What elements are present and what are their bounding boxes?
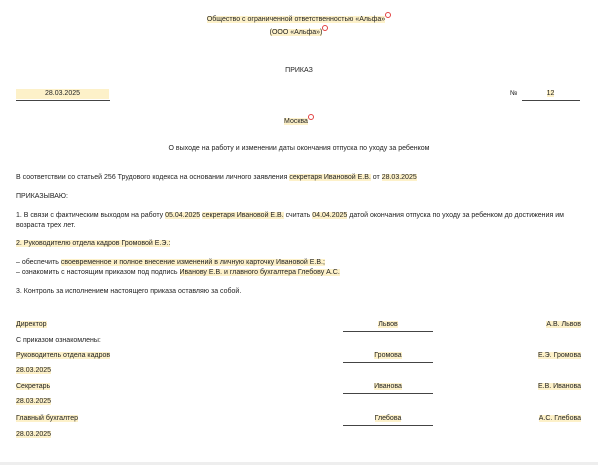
basis-date[interactable]: 28.03.2025	[381, 174, 417, 181]
director-sign-line	[343, 331, 433, 332]
signer-sign[interactable]: Иванова	[374, 383, 402, 390]
leave-end-date[interactable]: 04.04.2025	[312, 212, 348, 219]
date-underline	[16, 100, 110, 101]
item-1-text[interactable]: своевременное и полное внесение изменений в личную карточку Ивановой Е.В.;	[60, 259, 325, 266]
org-short-line	[0, 28, 598, 38]
org-short-name[interactable]: (ООО «Альфа»)	[269, 29, 323, 36]
director-name[interactable]: А.В. Львов	[546, 321, 581, 328]
signer-sign-line	[343, 393, 433, 394]
signer-name[interactable]: Е.В. Иванова	[537, 383, 581, 390]
city[interactable]: Москва	[284, 118, 308, 125]
director-sign-field	[343, 320, 433, 330]
signer-title[interactable]: Руководитель отдела кадров	[16, 352, 111, 359]
doc-type: ПРИКАЗ	[285, 67, 313, 74]
signer-sign[interactable]: Глебова	[374, 415, 402, 422]
signer-sign[interactable]: Громова	[374, 352, 402, 359]
paragraph-3: 3. Контроль за исполнением настоящего приказа оставляю за собой.	[16, 288, 242, 295]
employee-name[interactable]: секретаря Ивановой Е.В.	[202, 212, 284, 219]
paragraph-2-item-2: – ознакомить с настоящим приказом под подпись Иванову Е.В. и главного бухгалтера Глебову А.С.	[16, 269, 340, 276]
hr-head-assignee[interactable]: 2. Руководителю отдела кадров Громовой Е.Э.:	[16, 240, 171, 247]
comment-marker-icon[interactable]	[322, 25, 328, 31]
paragraph-1: 1. В связи с фактическим выходом на работу 05.04.2025 секретаря Ивановой Е.В. считать 04.04.2025 датой окончания отпуска по уходу за ребенком до достижения им возраста трех лет.	[16, 212, 564, 229]
signer-name[interactable]: А.С. Глебова	[538, 415, 581, 422]
acquainted-label: С приказом ознакомлены:	[16, 337, 101, 344]
org-name[interactable]: Общество с ограниченной ответственностью «Альфа»	[206, 16, 386, 23]
order-number[interactable]: 12	[546, 90, 555, 97]
signer-title[interactable]: Секретарь	[16, 383, 51, 390]
basis-person[interactable]: секретаря Ивановой Е.В.	[289, 174, 371, 181]
signer-sign-line	[343, 362, 433, 363]
signer-date[interactable]: 28.03.2025	[16, 367, 52, 374]
signer-date[interactable]: 28.03.2025	[16, 431, 52, 438]
signer-sign-field	[343, 382, 433, 392]
director-title[interactable]: Директор	[16, 321, 47, 328]
order-word: ПРИКАЗЫВАЮ:	[16, 193, 68, 200]
signer-sign-field	[343, 351, 433, 361]
basis-paragraph: В соответствии со статьей 256 Трудового кодекса на основании личного заявления секретаря Ивановой Е.В. от 28.03.2025	[16, 174, 417, 181]
org-name-line	[0, 15, 598, 25]
paragraph-2	[16, 239, 578, 249]
director-sign[interactable]: Львов	[378, 321, 398, 328]
comment-marker-icon[interactable]	[308, 114, 314, 120]
signer-title[interactable]: Главный бухгалтер	[16, 415, 78, 422]
city-line	[0, 117, 598, 127]
order-number-field	[522, 89, 579, 99]
item-2-text[interactable]: Иванову Е.В. и главного бухгалтера Глебову А.С.	[179, 269, 340, 276]
return-date[interactable]: 05.04.2025	[165, 212, 201, 219]
signer-sign-field	[343, 414, 433, 424]
signer-sign-line	[343, 425, 433, 426]
number-underline	[522, 100, 580, 101]
comment-marker-icon[interactable]	[385, 12, 391, 18]
signer-date[interactable]: 28.03.2025	[16, 398, 52, 405]
number-label: №	[510, 90, 518, 97]
order-subject: О выходе на работу и изменении даты окончания отпуска по уходу за ребенком	[168, 145, 430, 152]
signer-name[interactable]: Е.Э. Громова	[538, 352, 581, 359]
paragraph-2-item-1: – обеспечить своевременное и полное внесение изменений в личную карточку Ивановой Е.В.;	[16, 259, 325, 266]
order-date[interactable]: 28.03.2025	[16, 89, 109, 99]
